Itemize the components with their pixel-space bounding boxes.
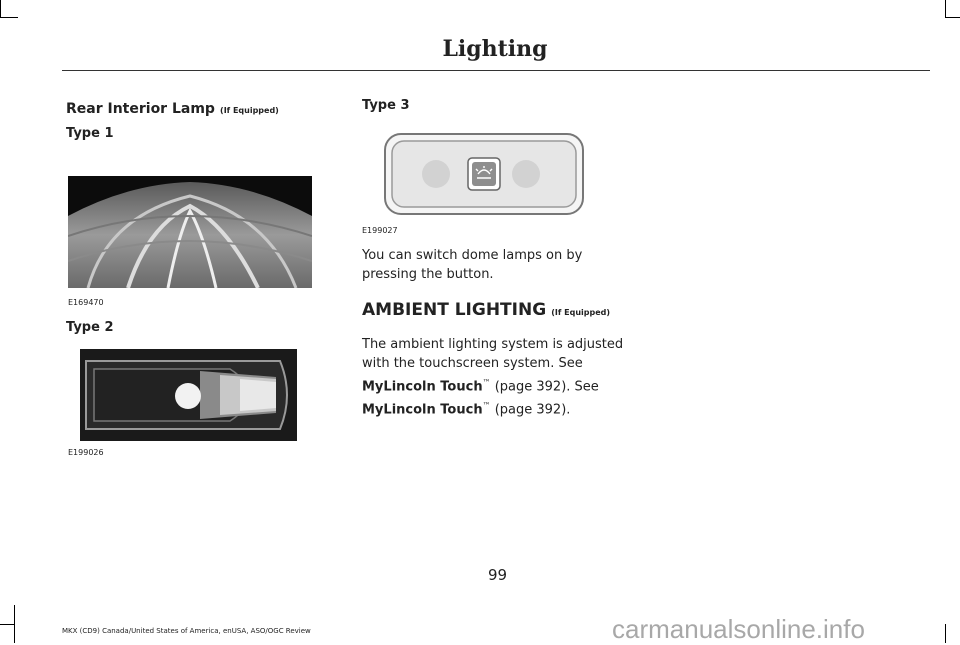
crop-mark xyxy=(14,605,15,643)
dome-lamp-paragraph: You can switch dome lamps on by pressing the button. xyxy=(362,248,583,282)
paragraph-text: The ambient lighting system is adjusted with the touchscreen system. See xyxy=(362,337,624,371)
lamp-type1-image xyxy=(68,176,312,288)
trademark: ™ xyxy=(482,401,491,411)
type3-label: Type 3 xyxy=(362,98,410,113)
crop-mark xyxy=(0,0,1,18)
type2-label: Type 2 xyxy=(66,320,114,335)
figure-id: E199027 xyxy=(362,226,398,235)
lamp-type3-image xyxy=(384,133,584,215)
lamp-type3-illustration xyxy=(384,133,584,215)
mylincoln-touch-link[interactable]: MyLincoln Touch xyxy=(362,379,483,395)
watermark: carmanualsonline.info xyxy=(612,614,865,644)
ambient-lighting-heading xyxy=(362,300,610,320)
document-id: MKX (CD9) Canada/United States of America, enUSA, ASO/OGC Review xyxy=(62,627,311,635)
rear-interior-lamp-heading xyxy=(66,98,279,117)
lamp-type2-image xyxy=(80,349,297,441)
lamp-type1-illustration xyxy=(68,176,312,288)
page-number: 99 xyxy=(488,566,508,584)
crop-mark xyxy=(945,0,946,18)
section-note: (If Equipped) xyxy=(551,308,611,317)
crop-mark xyxy=(0,624,14,625)
ambient-lighting-paragraph xyxy=(362,335,634,420)
paragraph-text: (page 392). See xyxy=(490,379,599,395)
page-title: Lighting xyxy=(442,36,548,62)
crop-mark xyxy=(945,624,946,643)
paragraph-text: (page 392). xyxy=(490,402,571,418)
type1-label: Type 1 xyxy=(66,126,114,141)
figure-id: E199026 xyxy=(68,448,104,457)
heading-text: Rear Interior Lamp xyxy=(66,101,215,117)
crop-mark xyxy=(0,17,18,18)
header-rule xyxy=(62,70,930,71)
heading-note: (If Equipped) xyxy=(220,106,279,115)
trademark: ™ xyxy=(482,378,491,387)
section-title: AMBIENT LIGHTING xyxy=(362,300,547,320)
mylincoln-touch-link[interactable]: MyLincoln Touch xyxy=(362,402,483,418)
lamp-type2-illustration xyxy=(80,349,297,441)
crop-mark xyxy=(945,17,960,18)
figure-id: E169470 xyxy=(68,298,104,307)
